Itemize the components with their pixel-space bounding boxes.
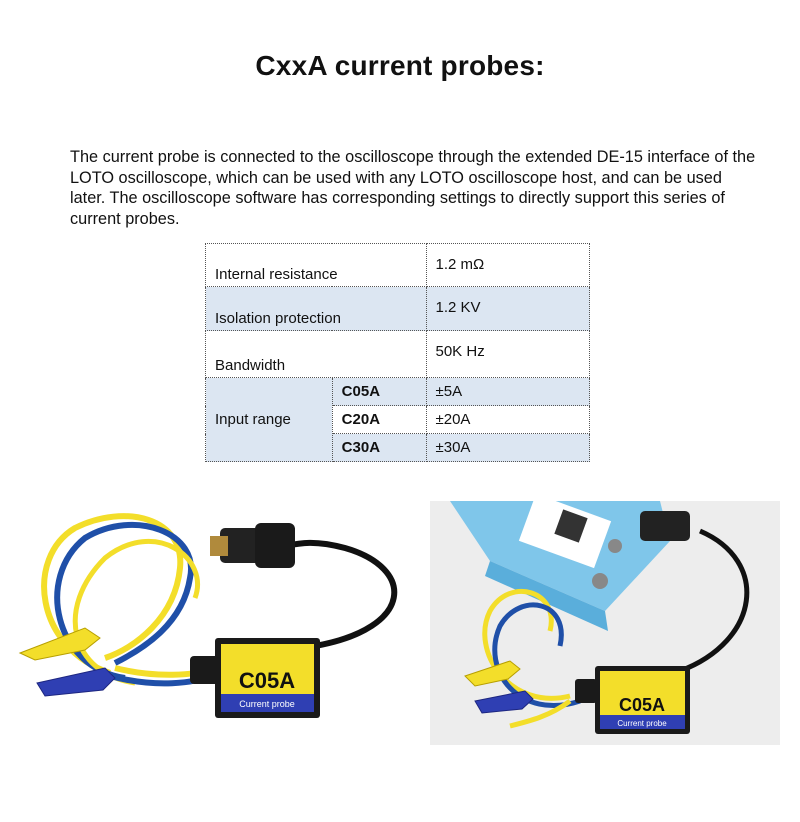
spec-row-bandwidth bbox=[206, 331, 590, 378]
range-value: ±30A bbox=[426, 434, 590, 462]
spec-label: Bandwidth bbox=[206, 331, 427, 378]
box-caption: Current probe bbox=[617, 719, 667, 728]
spec-value: 1.2 mΩ bbox=[426, 244, 590, 287]
box-caption: Current probe bbox=[239, 699, 295, 709]
spec-value: 50K Hz bbox=[426, 331, 590, 378]
range-model: C20A bbox=[332, 406, 426, 434]
spec-label: Internal resistance bbox=[206, 244, 427, 287]
box-label: C05A bbox=[238, 668, 296, 693]
spec-table bbox=[205, 243, 590, 462]
range-model: C05A bbox=[332, 378, 426, 406]
probe-photo-right bbox=[430, 501, 780, 745]
intro-paragraph: The current probe is connected to the oscilloscope through the extended DE-15 interface of the LOTO oscilloscope, which can be used with any LOTO oscilloscope host, and can be used later. The oscilloscope software has corresponding settings to directly support this series of current probes. bbox=[70, 148, 756, 228]
box-label: C05A bbox=[618, 695, 666, 715]
range-value: ±5A bbox=[426, 378, 590, 406]
probe-photo-left bbox=[15, 498, 420, 740]
spec-row-range-1 bbox=[206, 378, 590, 406]
spec-row-resistance bbox=[206, 244, 590, 287]
range-model: C30A bbox=[332, 434, 426, 462]
spec-label: Isolation protection bbox=[206, 287, 427, 331]
page-title: CxxA current probes: bbox=[255, 50, 545, 81]
spec-value: 1.2 KV bbox=[426, 287, 590, 331]
spec-label: Input range bbox=[206, 378, 333, 462]
spec-row-isolation bbox=[206, 287, 590, 331]
range-value: ±20A bbox=[426, 406, 590, 434]
